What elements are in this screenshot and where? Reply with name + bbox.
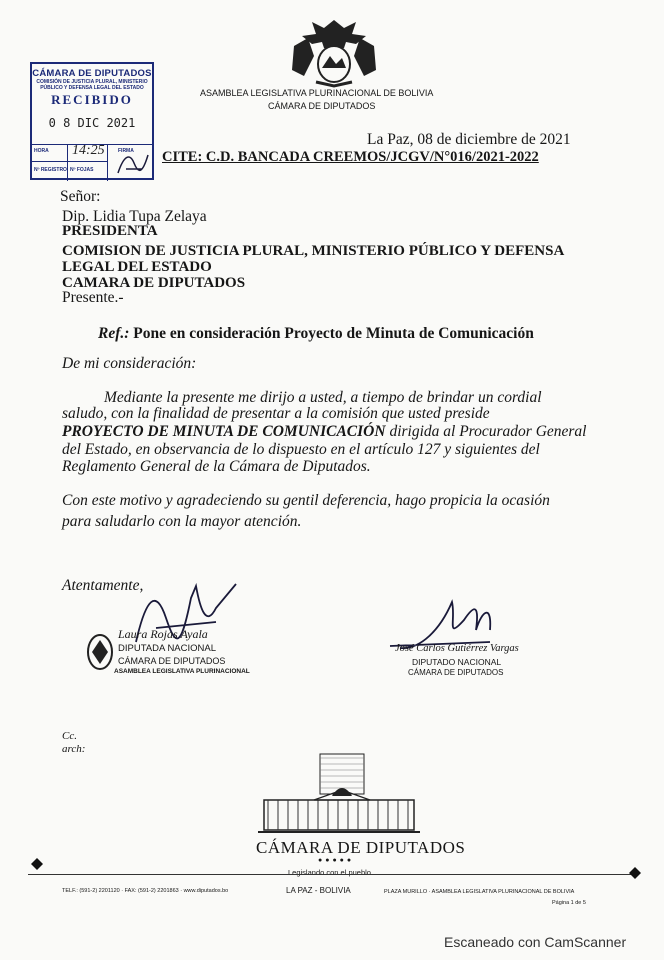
place-date: La Paz, 08 de diciembre de 2021 bbox=[367, 131, 571, 148]
footer-logo-text: CÁMARA DE DIPUTADOS bbox=[256, 838, 466, 857]
header-chamber: CÁMARA DE DIPUTADOS bbox=[268, 101, 376, 111]
left-signer-org2: ASAMBLEA LEGISLATIVA PLURINACIONAL bbox=[114, 668, 250, 675]
stamp-cell-firma bbox=[108, 145, 152, 181]
closing-line-2: para saludarlo con la mayor atención. bbox=[62, 513, 302, 530]
stamp-registro-label: Nº REGISTRO bbox=[34, 167, 67, 173]
footer-address: PLAZA MURILLO · ASAMBLEA LEGISLATIVA PLURINACIONAL DE BOLIVIA bbox=[384, 889, 575, 895]
closing-salutation: Atentamente, bbox=[62, 577, 144, 594]
footer-contact: TELF.: (591-2) 2201120 · FAX: (591-2) 2201863 · www.diputados.bo bbox=[62, 888, 229, 894]
stamp-firma-label: FIRMA bbox=[118, 148, 134, 154]
footer-diamond-right-icon bbox=[628, 866, 642, 880]
recipient-name: Dip. Lidia Tupa Zelaya bbox=[62, 208, 207, 225]
cite-reference: CITE: C.D. BANCADA CREEMOS/JCGV/N°016/2021-2022 bbox=[162, 149, 539, 165]
body-line-4: del Estado, en observancia de lo dispuesto en el artículo 127 y siguientes del bbox=[62, 441, 540, 458]
stamp-signature bbox=[112, 149, 152, 179]
minuta-title: PROYECTO DE MINUTA DE COMUNICACIÓN bbox=[62, 423, 386, 440]
footer-motto: Legislando con el pueblo bbox=[288, 868, 371, 877]
left-signer-name: Laura Rojas Ayala bbox=[118, 627, 208, 641]
left-seal-icon bbox=[86, 632, 114, 672]
stamp-hora-label: HORA bbox=[34, 148, 49, 154]
recipient-title: PRESIDENTA bbox=[62, 223, 158, 239]
stamp-cell-hora bbox=[32, 145, 68, 181]
body-line-3 bbox=[62, 422, 586, 442]
arch-label: arch: bbox=[62, 743, 86, 755]
footer-dots: ●●●●● bbox=[318, 856, 355, 864]
greeting: De mi consideración: bbox=[62, 355, 197, 372]
stamp-fojas-label: Nº FOJAS bbox=[70, 167, 94, 173]
left-signer-title: DIPUTADA NACIONAL bbox=[118, 643, 217, 654]
chamber-building-logo-icon bbox=[254, 750, 424, 838]
presente: Presente.- bbox=[62, 289, 124, 306]
chamber-name: CAMARA DE DIPUTADOS bbox=[62, 275, 246, 291]
commission-line-1: COMISION DE JUSTICIA PLURAL, MINISTERIO PÚBLICO Y DEFENSA bbox=[62, 243, 565, 259]
reference-line bbox=[98, 324, 534, 344]
body-line-2: saludo, con la finalidad de presentar a la comisión que usted preside bbox=[62, 405, 490, 422]
reference-text: Pone en consideración Proyecto de Minuta de Comunicación bbox=[133, 325, 534, 342]
stamp-grid bbox=[32, 144, 152, 181]
stamp-divider bbox=[32, 161, 108, 162]
stamp-sub-2: PÚBLICO Y DEFENSA LEGAL DEL ESTADO bbox=[40, 85, 144, 91]
body-line-5: Reglamento General de la Cámara de Diputados. bbox=[62, 458, 371, 475]
stamp-date: 0 8 DIC 2021 bbox=[48, 116, 136, 130]
cc-label: Cc. bbox=[62, 730, 77, 742]
footer-diamond-left-icon bbox=[30, 857, 44, 871]
reference-label: Ref.: bbox=[98, 325, 130, 342]
right-signer-org: CÁMARA DE DIPUTADOS bbox=[408, 668, 504, 677]
footer-city: LA PAZ - BOLIVIA bbox=[286, 886, 351, 895]
body-line-1: Mediante la presente me dirijo a usted, a tiempo de brindar un cordial bbox=[104, 389, 542, 406]
closing-line-1: Con este motivo y agradeciendo su gentil deferencia, hago propicia la ocasión bbox=[62, 492, 550, 509]
stamp-sub-1: COMISIÓN DE JUSTICIA PLURAL, MINISTERIO bbox=[36, 79, 148, 85]
footer-rule bbox=[28, 874, 638, 875]
camscanner-watermark: Escaneado con CamScanner bbox=[444, 934, 627, 950]
salutation: Señor: bbox=[60, 188, 101, 205]
header-assembly: ASAMBLEA LEGISLATIVA PLURINACIONAL DE BOLIVIA bbox=[200, 88, 434, 98]
body-line-3-rest: dirigida al Procurador General bbox=[385, 423, 587, 440]
stamp-hora-value: 14:25 bbox=[72, 143, 105, 158]
received-stamp bbox=[30, 62, 154, 180]
right-signer-title: DIPUTADO NACIONAL bbox=[412, 657, 502, 667]
footer-page: Página 1 de 5 bbox=[552, 900, 586, 906]
stamp-title: CÁMARA DE DIPUTADOS bbox=[32, 68, 152, 79]
bolivia-coat-of-arms-icon bbox=[286, 16, 382, 88]
right-signer-name: José Carlos Gutiérrez Vargas bbox=[395, 643, 519, 654]
commission-line-2: LEGAL DEL ESTADO bbox=[62, 259, 212, 275]
stamp-received: RECIBIDO bbox=[51, 92, 133, 107]
left-signer-org: CÁMARA DE DIPUTADOS bbox=[118, 656, 226, 666]
